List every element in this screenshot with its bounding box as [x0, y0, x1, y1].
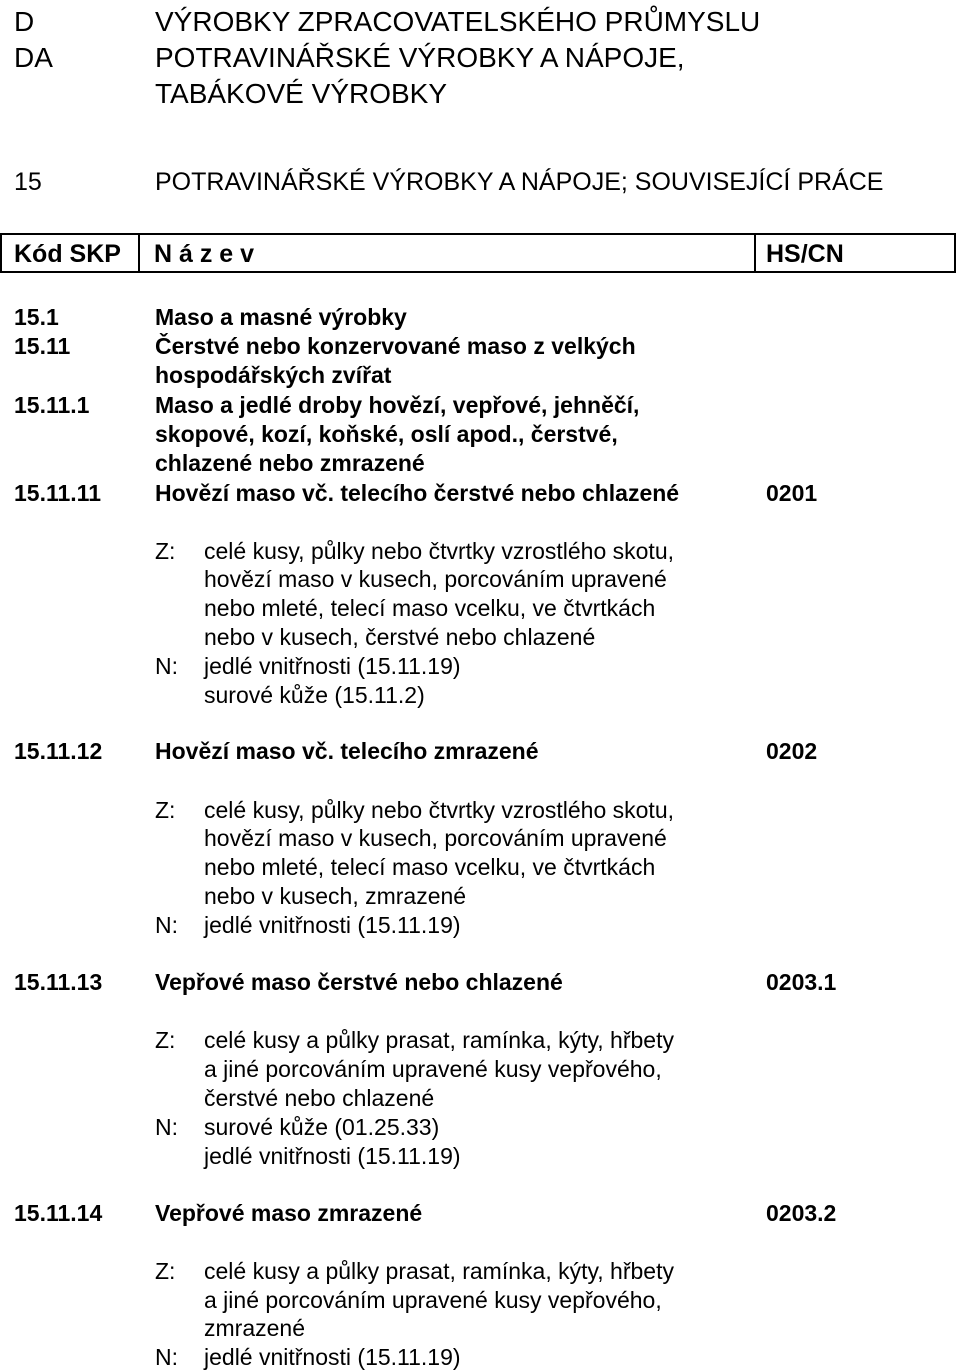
includes-line: nebo v kusech, čerstvé nebo chlazené — [204, 624, 596, 650]
includes-line: hovězí maso v kusech, porcováním upravené — [204, 566, 667, 592]
item-hscn: 0202 — [766, 738, 818, 764]
excludes-label: N: — [155, 1114, 178, 1140]
excludes-label: N: — [155, 1344, 178, 1370]
item-code: 15.11.14 — [14, 1200, 103, 1226]
group-name-line: skopové, kozí, koňské, oslí apod., čerstvé, — [155, 421, 618, 447]
includes-line: čerstvé nebo chlazené — [204, 1085, 435, 1111]
item-name: Hovězí maso vč. telecího čerstvé nebo chlazené — [155, 480, 680, 506]
group-code: 15.1 — [14, 304, 59, 330]
includes-label: Z: — [155, 1027, 176, 1053]
excludes-line: jedlé vnitřnosti (15.11.19) — [204, 912, 461, 938]
group-name-line: Čerstvé nebo konzervované maso z velkých — [155, 333, 636, 359]
includes-line: a jiné porcováním upravené kusy vepřového, — [204, 1287, 662, 1313]
table-header — [0, 233, 956, 273]
excludes-line: jedlé vnitřnosti (15.11.19) — [204, 653, 461, 679]
column-divider — [754, 235, 756, 271]
column-divider — [138, 235, 140, 271]
item-name: Hovězí maso vč. telecího zmrazené — [155, 738, 539, 764]
group-name-line: hospodářských zvířat — [155, 362, 392, 388]
includes-line: celé kusy a půlky prasat, ramínka, kýty, hřbety — [204, 1258, 674, 1284]
includes-line: celé kusy, půlky nebo čtvrtky vzrostlého skotu, — [204, 538, 674, 564]
group-code: 15.11 — [14, 333, 71, 359]
item-name: Vepřové maso zmrazené — [155, 1200, 423, 1226]
item-code: 15.11.11 — [14, 480, 101, 506]
includes-line: celé kusy a půlky prasat, ramínka, kýty, hřbety — [204, 1027, 674, 1053]
includes-label: Z: — [155, 1258, 176, 1284]
includes-label: Z: — [155, 797, 176, 823]
section-title: VÝROBKY ZPRACOVATELSKÉHO PRŮMYSLU — [155, 6, 761, 37]
includes-line: celé kusy, půlky nebo čtvrtky vzrostlého skotu, — [204, 797, 674, 823]
includes-line: nebo mleté, telecí maso vcelku, ve čtvrtkách — [204, 595, 656, 621]
excludes-line: jedlé vnitřnosti (15.11.19) — [204, 1143, 461, 1169]
column-header-name: N á z e v — [154, 240, 255, 268]
excludes-label: N: — [155, 653, 178, 679]
column-header-code: Kód SKP — [14, 240, 121, 268]
subsection-title-line-2: TABÁKOVÉ VÝROBKY — [155, 78, 448, 109]
excludes-line: surové kůže (15.11.2) — [204, 682, 425, 708]
includes-line: nebo mleté, telecí maso vcelku, ve čtvrtkách — [204, 854, 656, 880]
group-name-line: Maso a jedlé droby hovězí, vepřové, jehněčí, — [155, 392, 640, 418]
includes-label: Z: — [155, 538, 176, 564]
division-title: POTRAVINÁŘSKÉ VÝROBKY A NÁPOJE; SOUVISEJÍCÍ PRÁCE — [155, 168, 884, 196]
section-code: D — [14, 6, 35, 37]
item-name: Vepřové maso čerstvé nebo chlazené — [155, 969, 563, 995]
item-hscn: 0201 — [766, 480, 818, 506]
group-name-line: Maso a masné výrobky — [155, 304, 407, 330]
excludes-line: jedlé vnitřnosti (15.11.19) — [204, 1344, 461, 1370]
item-code: 15.11.13 — [14, 969, 103, 995]
subsection-code: DA — [14, 42, 53, 73]
item-hscn: 0203.1 — [766, 969, 837, 995]
includes-line: hovězí maso v kusech, porcováním upravené — [204, 825, 667, 851]
group-name-line: chlazené nebo zmrazené — [155, 450, 425, 476]
includes-line: zmrazené — [204, 1315, 305, 1341]
column-header-hscn: HS/CN — [766, 240, 844, 268]
includes-line: a jiné porcováním upravené kusy vepřového, — [204, 1056, 662, 1082]
group-code: 15.11.1 — [14, 392, 90, 418]
item-hscn: 0203.2 — [766, 1200, 837, 1226]
item-code: 15.11.12 — [14, 738, 103, 764]
division-code: 15 — [14, 168, 42, 196]
includes-line: nebo v kusech, zmrazené — [204, 883, 467, 909]
excludes-line: surové kůže (01.25.33) — [204, 1114, 440, 1140]
subsection-title-line-1: POTRAVINÁŘSKÉ VÝROBKY A NÁPOJE, — [155, 42, 685, 73]
excludes-label: N: — [155, 912, 178, 938]
